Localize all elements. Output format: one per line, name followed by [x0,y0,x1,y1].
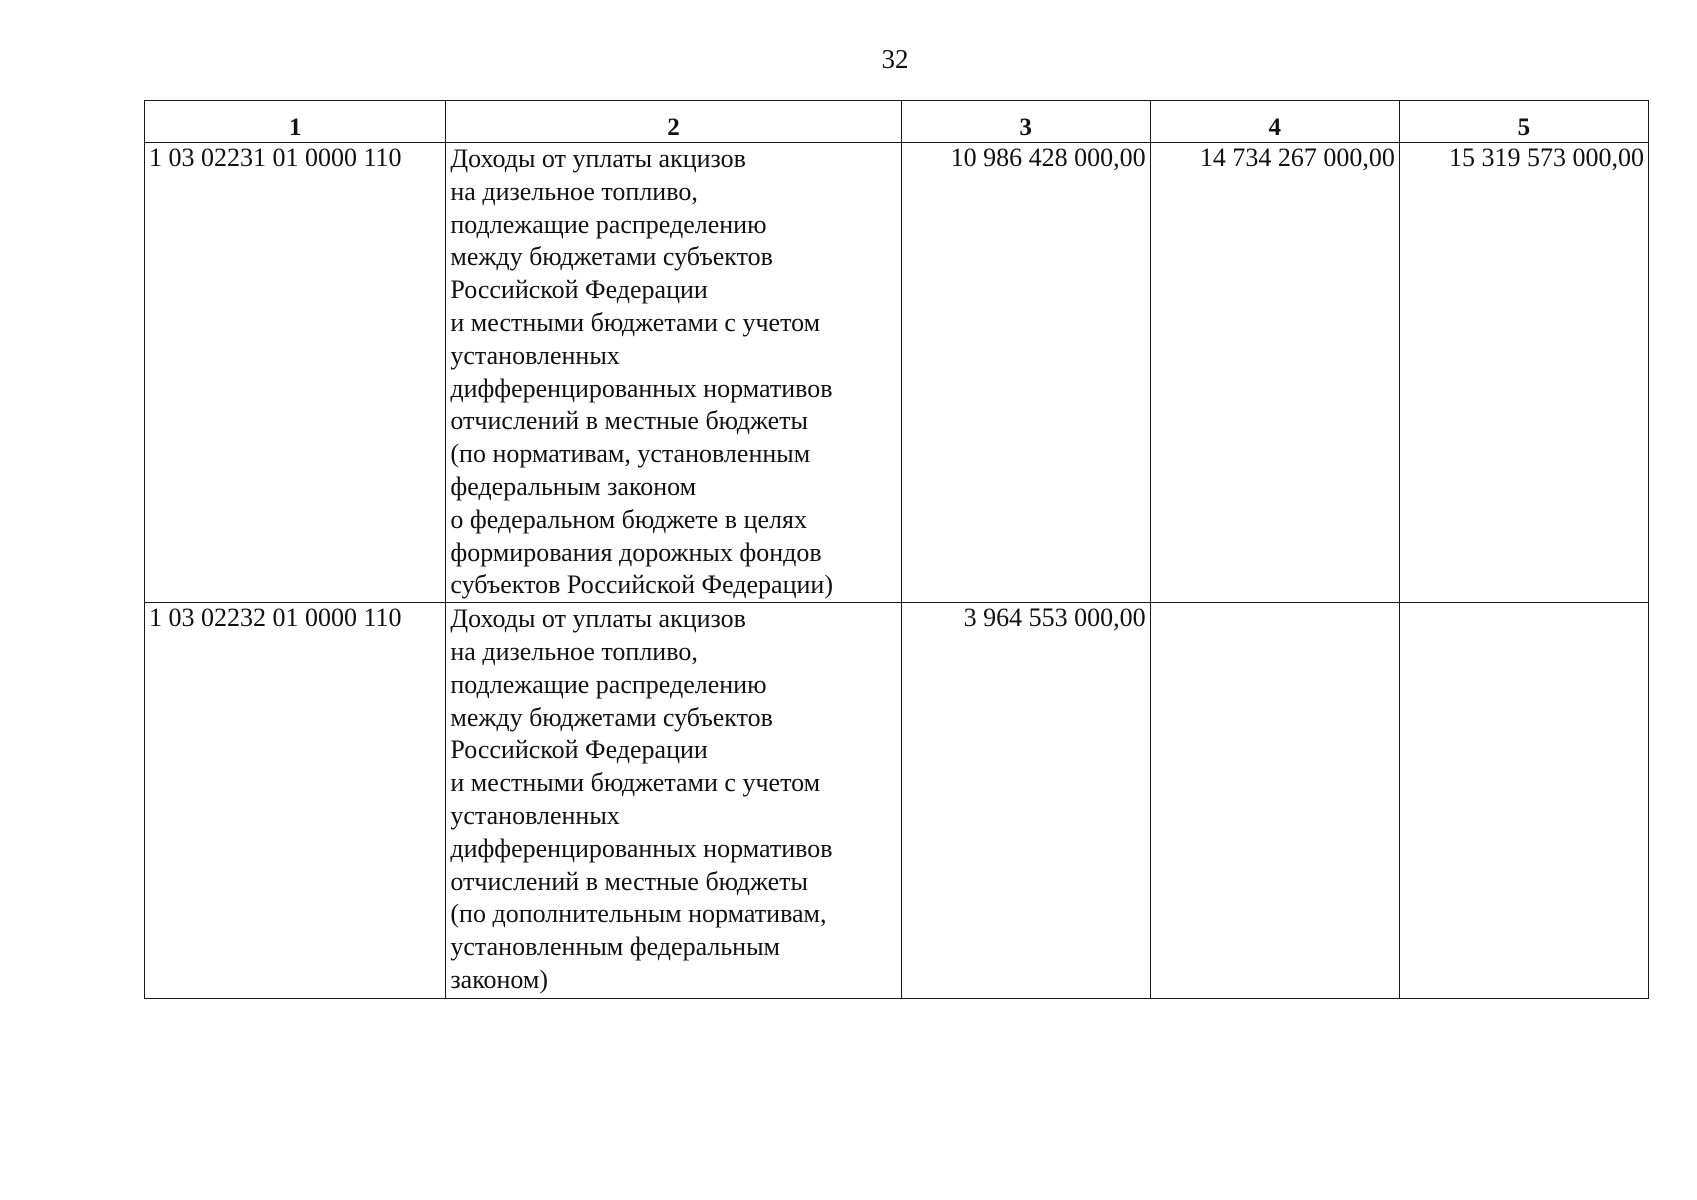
description-line: законом) [450,964,549,994]
budget-table [144,100,1649,999]
description-line: отчислений в местные бюджеты [450,866,808,896]
column-header-3: 3 [901,101,1150,143]
description-line: отчислений в местные бюджеты [450,406,808,436]
description-line: установленных [450,800,620,830]
page-number: 32 [881,44,909,74]
description-line: установленным федеральным [450,932,781,962]
description-line: субъектов Российской Федерации) [450,570,833,600]
column-header-2: 2 [446,101,901,143]
revenue-code-cell: 1 03 02232 01 0000 110 [145,603,446,999]
revenue-code-cell: 1 03 02231 01 0000 110 [145,143,446,603]
table-row [145,143,1649,603]
amount-col3-cell: 10 986 428 000,00 [901,143,1150,603]
description-line: дифференцированных нормативов [450,833,833,863]
description-line: между бюджетами субъектов [450,702,773,732]
description-line: формирования дорожных фондов [450,537,822,567]
description-line: установленных [450,340,620,370]
description-line: подлежащие распределению [450,209,767,239]
description-line: и местными бюджетами с учетом [450,768,821,798]
amount-col5-cell: 15 319 573 000,00 [1399,143,1648,603]
amount-col5-cell [1399,603,1648,999]
table-row [145,603,1649,999]
description-line: Доходы от уплаты акцизов [450,144,746,173]
amount-col3-cell: 3 964 553 000,00 [901,603,1150,999]
column-header-1: 1 [145,101,446,143]
description-line: между бюджетами субъектов [450,242,773,272]
description-line: (по нормативам, установленным [450,439,811,469]
description-line: Российской Федерации [450,735,708,765]
column-header-5: 5 [1399,101,1648,143]
description-line: (по дополнительным нормативам, [450,899,827,929]
description-line: Доходы от уплаты акцизов [450,604,746,634]
description-cell [446,603,901,999]
description-line: Российской Федерации [450,275,708,305]
column-header-4: 4 [1150,101,1399,143]
amount-col4-cell [1150,603,1399,999]
amount-col4-cell: 14 734 267 000,00 [1150,143,1399,603]
description-line: федеральным законом [450,471,697,501]
description-line: на дизельное топливо, [450,636,698,666]
description-line: подлежащие распределению [450,669,767,699]
header-row [145,101,1649,143]
description-cell [446,143,901,603]
description-line: и местными бюджетами с учетом [450,307,821,337]
description-line: о федеральном бюджете в целях [450,504,807,534]
description-line: дифференцированных нормативов [450,373,833,403]
description-line: на дизельное топливо, [450,176,698,206]
